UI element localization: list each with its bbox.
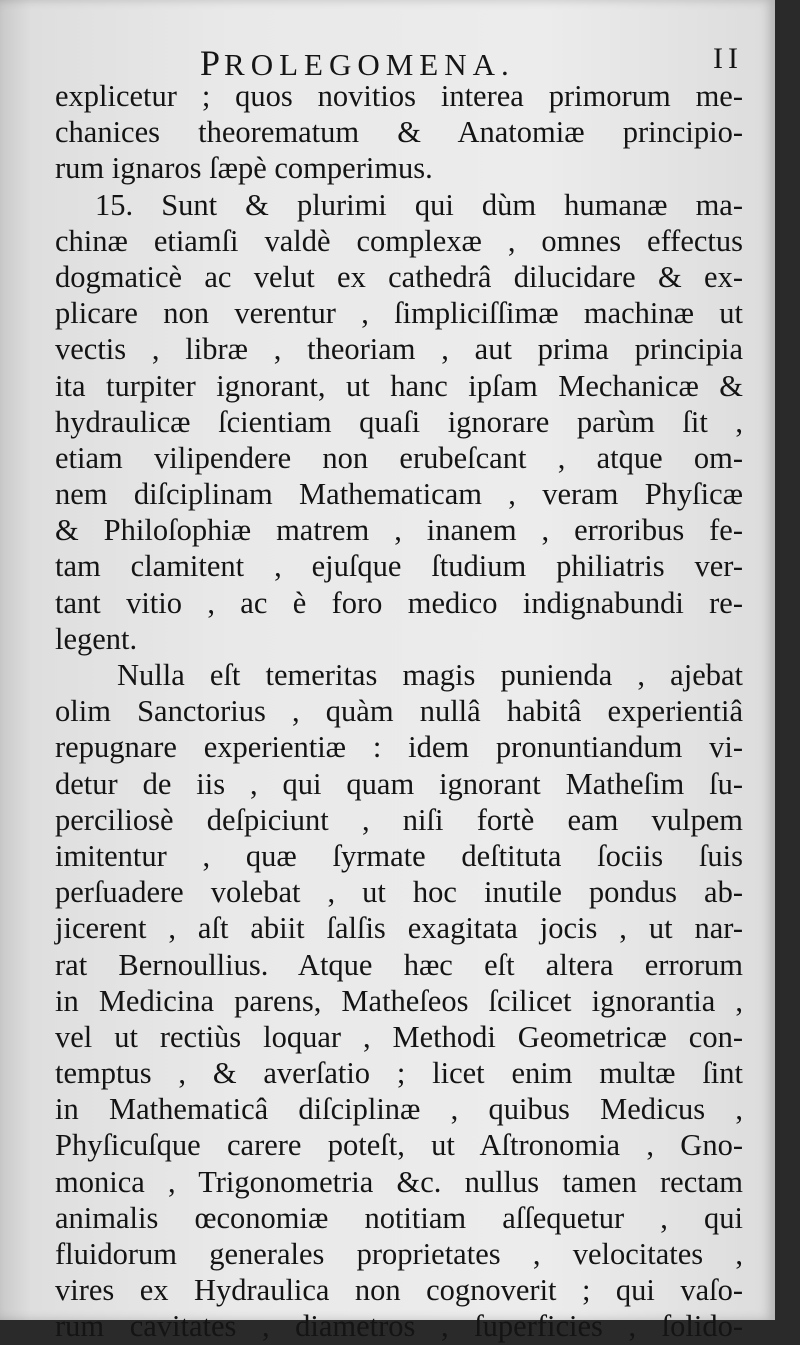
text-line: tam clamitent , ejuſque ſtudium philiatris ver- bbox=[55, 549, 743, 584]
text-line: in Mathematicâ diſciplinæ , quibus Medicus , bbox=[55, 1092, 743, 1127]
text-line: etiam vilipendere non erubeſcant , atque om- bbox=[55, 440, 743, 475]
text-line: ita turpiter ignorant, ut hanc ipſam Mechanicæ & bbox=[55, 368, 743, 403]
running-head-rest: ROLEGOMENA. bbox=[224, 47, 515, 82]
text-line: vectis , libræ , theoriam , aut prima principia bbox=[55, 332, 743, 367]
text-line: Nulla eſt temeritas magis punienda , ajebat bbox=[117, 658, 743, 692]
text-line: vel ut rectiùs loquar , Methodi Geometricæ con- bbox=[55, 1019, 743, 1054]
text-line: detur de iis , qui quam ignorant Matheſim ſu- bbox=[55, 766, 743, 801]
text-line: tant vitio , ac è foro medico indignabundi re- bbox=[55, 585, 743, 620]
text-line: nem diſciplinam Mathematicam , veram Phyſicæ bbox=[55, 477, 743, 512]
text-line: & Philoſophiæ matrem , inanem , erroribus fe- bbox=[55, 513, 743, 548]
text-line: in Medicina parens, Matheſeos ſcilicet ignorantia , bbox=[55, 983, 743, 1018]
text-line: vires ex Hydraulica non cognoverit ; qui vaſo- bbox=[55, 1273, 743, 1308]
text-line: fluidorum generales proprietates , velocitates , bbox=[55, 1237, 743, 1271]
text-line: explicetur ; quos novitios interea primorum me- bbox=[55, 79, 743, 113]
text-line: rum cavitates , diametros , ſuperficies , ſolido- bbox=[55, 1309, 743, 1344]
text-line: chanices theorematum & Anatomiæ principio- bbox=[55, 115, 743, 150]
text-line: legent. bbox=[55, 621, 138, 656]
text-line: perſuadere volebat , ut hoc inutile pondus ab- bbox=[55, 875, 743, 910]
text-line: olim Sanctorius , quàm nullâ habitâ experientiâ bbox=[55, 694, 743, 729]
text-line: dogmaticè ac velut ex cathedrâ dilucidare & ex- bbox=[55, 259, 743, 294]
text-line: temptus , & averſatio ; licet enim multæ ſint bbox=[55, 1056, 743, 1091]
running-head-initial: P bbox=[200, 43, 225, 83]
text-line: hydraulicæ ſcientiam quaſi ignorare parùm ſit , bbox=[55, 404, 743, 439]
body-text bbox=[55, 78, 743, 1345]
page-header bbox=[200, 42, 745, 82]
text-line: plicare non verentur , ſimpliciſſimæ machinæ ut bbox=[55, 296, 743, 331]
text-line: imitentur , quæ ſyrmate deſtituta ſociis ſuis bbox=[55, 838, 743, 873]
page-number: II bbox=[713, 42, 743, 75]
text-line: jicerent , aſt abiit ſalſis exagitata jocis , ut nar- bbox=[55, 911, 743, 946]
text-line: perciliosè deſpiciunt , niſi fortè eam vulpem bbox=[55, 802, 743, 837]
text-line: monica , Trigonometria &c. nullus tamen rectam bbox=[55, 1164, 743, 1199]
text-line: 15. Sunt & plurimi qui dùm humanæ ma- bbox=[95, 187, 743, 222]
text-line: Phyſicuſque carere poteſt, ut Aſtronomia , Gno- bbox=[55, 1128, 743, 1163]
text-line: animalis œconomiæ notitiam aſſequetur , qui bbox=[55, 1200, 743, 1235]
text-line: chinæ etiamſi valdè complexæ , omnes effectus bbox=[55, 223, 743, 258]
text-line: repugnare experientiæ : idem pronuntiandum vi- bbox=[55, 730, 743, 765]
text-line: rat Bernoullius. Atque hæc eſt altera errorum bbox=[55, 947, 743, 982]
text-line: rum ignaros ſæpè comperimus. bbox=[55, 151, 433, 186]
